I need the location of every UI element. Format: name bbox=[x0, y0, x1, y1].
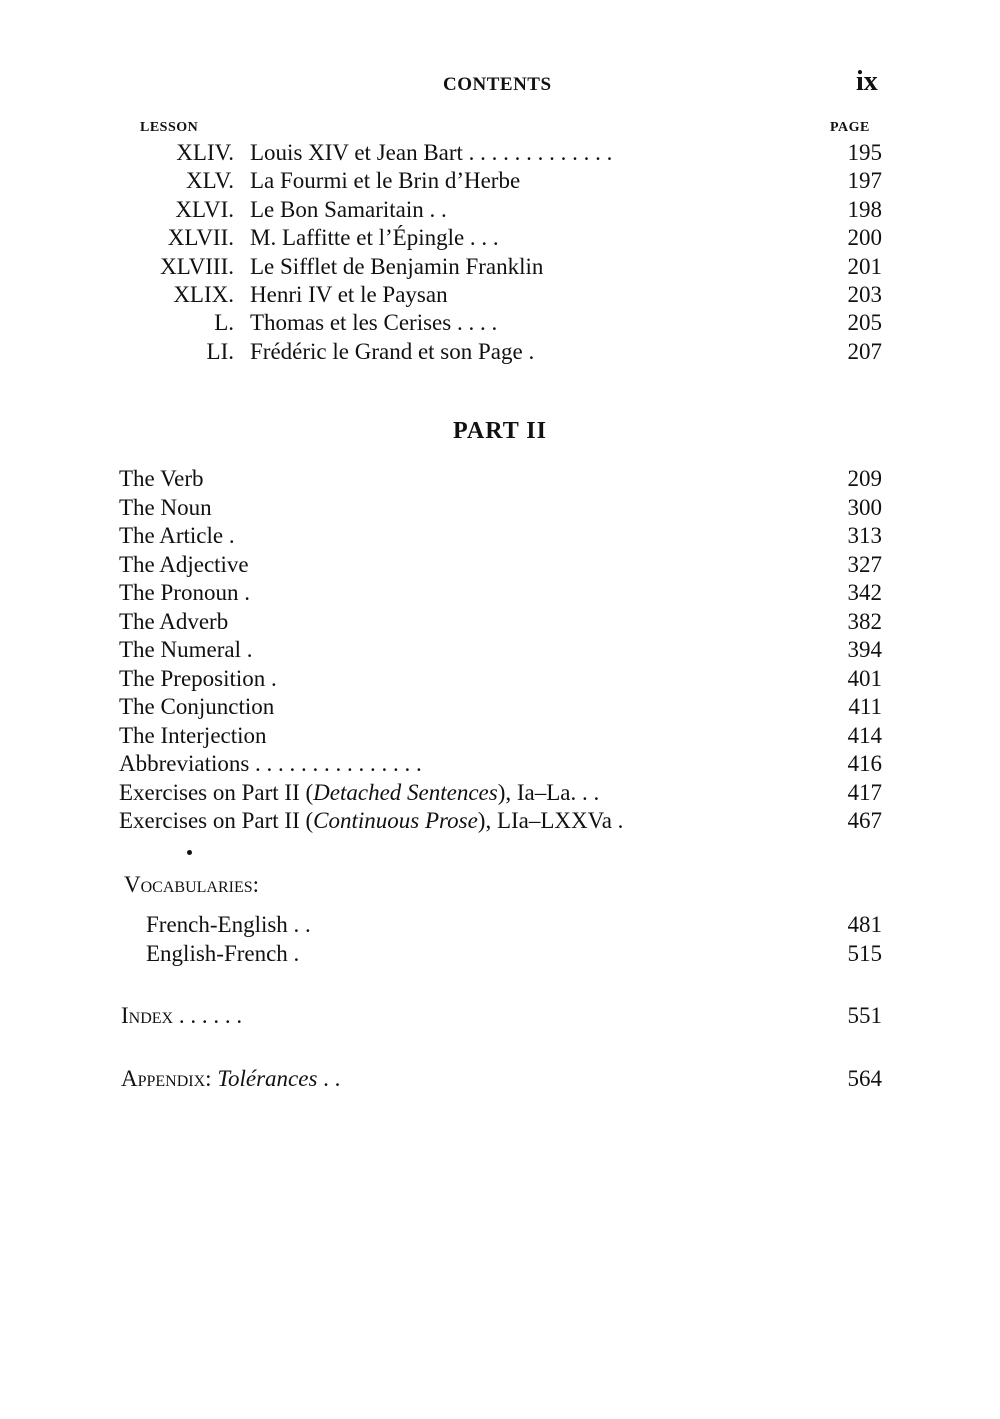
lesson-number: XLVI. bbox=[175, 196, 234, 222]
lesson-entry bbox=[100, 139, 882, 167]
lesson-number: L. bbox=[214, 310, 234, 336]
lesson-entry bbox=[100, 309, 882, 337]
page-ref: 411 bbox=[848, 694, 882, 719]
topic-entry bbox=[119, 608, 882, 637]
vocabulary-title: English-French . bbox=[146, 940, 300, 966]
lesson-entry bbox=[100, 253, 882, 281]
topic-entry bbox=[119, 636, 882, 665]
stray-mark bbox=[187, 850, 192, 855]
lesson-title: Frédéric le Grand et son Page . bbox=[250, 338, 535, 364]
lesson-title: Thomas et les Cerises . . . . bbox=[250, 310, 498, 336]
part-heading: PART II bbox=[453, 418, 547, 444]
lesson-number: XLIV. bbox=[176, 140, 234, 165]
page-ref: 300 bbox=[847, 494, 882, 520]
page-ref: 394 bbox=[847, 637, 882, 662]
topic-title: The Verb bbox=[119, 466, 204, 491]
topic-title: The Adverb bbox=[119, 608, 229, 634]
topic-title: The Numeral . bbox=[119, 637, 253, 662]
exercise-entry bbox=[119, 807, 882, 836]
page-ref: 203 bbox=[847, 281, 882, 307]
topic-list bbox=[119, 465, 882, 836]
lesson-number: XLIX. bbox=[173, 281, 234, 307]
topic-entry bbox=[119, 722, 882, 751]
page-ref: 200 bbox=[847, 225, 882, 251]
page-ref: 564 bbox=[847, 1066, 882, 1091]
exercise-title-post: ), Ia–La. . . bbox=[497, 779, 600, 805]
exercise-title-italic: Continuous Prose bbox=[313, 808, 478, 833]
topic-entry bbox=[119, 465, 882, 494]
topic-entry bbox=[119, 551, 882, 580]
topic-entry bbox=[119, 750, 882, 779]
page-ref: 481 bbox=[847, 912, 882, 937]
index-label: Index . . . . . . bbox=[121, 1003, 243, 1028]
topic-title: The Adjective bbox=[119, 551, 249, 577]
topic-title: The Interjection bbox=[119, 722, 267, 748]
page-ref: 401 bbox=[847, 665, 882, 691]
page-ref: 201 bbox=[847, 253, 882, 279]
lesson-list bbox=[100, 139, 882, 366]
page-ref: 416 bbox=[847, 751, 882, 776]
lesson-number: LI. bbox=[206, 338, 234, 364]
vocabulary-entry bbox=[146, 911, 882, 940]
index-entry bbox=[121, 1002, 882, 1030]
exercise-title bbox=[119, 807, 623, 836]
exercise-title-italic: Detached Sentences bbox=[313, 779, 498, 805]
page-ref: 207 bbox=[847, 338, 882, 364]
page-ref: 515 bbox=[847, 940, 882, 966]
page-ref: 551 bbox=[847, 1003, 882, 1028]
lesson-number: XLVII. bbox=[167, 225, 234, 251]
appendix-italic: Tolérances bbox=[217, 1066, 318, 1091]
appendix-title bbox=[121, 1065, 340, 1093]
page-ref: 327 bbox=[847, 551, 882, 577]
page-ref: 195 bbox=[847, 140, 882, 165]
page-ref: 209 bbox=[847, 466, 882, 491]
page-ref: 197 bbox=[847, 168, 882, 194]
page-ref: 414 bbox=[847, 722, 882, 748]
exercise-entry bbox=[119, 779, 882, 808]
page-number: ix bbox=[856, 66, 878, 97]
appendix-entry bbox=[121, 1065, 882, 1093]
lesson-entry bbox=[100, 338, 882, 366]
column-header-page: PAGE bbox=[830, 120, 870, 135]
lesson-title: La Fourmi et le Brin d’Herbe bbox=[250, 168, 521, 194]
page-ref: 382 bbox=[847, 608, 882, 634]
lesson-title: Henri IV et le Paysan bbox=[250, 281, 448, 307]
lesson-title: Le Sifflet de Benjamin Franklin bbox=[250, 253, 544, 279]
column-header-lesson: LESSON bbox=[140, 120, 199, 135]
topic-entry bbox=[119, 579, 882, 608]
topic-title: The Preposition . bbox=[119, 665, 277, 691]
lesson-number: XLV. bbox=[186, 168, 234, 194]
topic-title: The Pronoun . bbox=[119, 580, 250, 605]
vocabulary-entry bbox=[146, 940, 882, 969]
topic-title: The Article . bbox=[119, 523, 235, 548]
topic-entry bbox=[119, 665, 882, 694]
exercise-title-post: ), LIa–LXXVa . bbox=[477, 808, 624, 833]
page-ref: 467 bbox=[847, 808, 882, 833]
exercise-title bbox=[119, 779, 599, 808]
running-title: CONTENTS bbox=[443, 74, 552, 95]
page-ref: 342 bbox=[847, 580, 882, 605]
lesson-number: XLVIII. bbox=[160, 253, 234, 279]
vocabularies-heading: Vocabularies: bbox=[124, 872, 260, 897]
lesson-entry bbox=[100, 281, 882, 309]
topic-title: The Noun bbox=[119, 494, 212, 520]
lesson-title: Le Bon Samaritain . . bbox=[250, 196, 447, 222]
topic-entry bbox=[119, 494, 882, 523]
vocabulary-list bbox=[146, 911, 882, 968]
page-ref: 205 bbox=[847, 310, 882, 336]
exercise-title-pre: Exercises on Part II ( bbox=[119, 779, 314, 805]
page-ref: 198 bbox=[847, 196, 882, 222]
lesson-title: M. Laffitte et l’Épingle . . . bbox=[250, 225, 499, 251]
topic-title: The Conjunction bbox=[119, 694, 275, 719]
topic-title: Abbreviations . . . . . . . . . . . . . . . bbox=[119, 751, 422, 776]
exercise-title-pre: Exercises on Part II ( bbox=[119, 808, 314, 833]
page-ref: 417 bbox=[847, 779, 882, 805]
lesson-entry bbox=[100, 196, 882, 224]
appendix-dots: . . bbox=[317, 1066, 341, 1091]
lesson-entry bbox=[100, 224, 882, 252]
page-ref: 313 bbox=[847, 523, 882, 548]
vocabulary-title: French-English . . bbox=[146, 912, 311, 937]
lesson-title: Louis XIV et Jean Bart . . . . . . . . . . . . . bbox=[250, 140, 613, 165]
topic-entry bbox=[119, 693, 882, 722]
lesson-entry bbox=[100, 167, 882, 195]
appendix-label: Appendix: bbox=[121, 1066, 212, 1091]
topic-entry bbox=[119, 522, 882, 551]
